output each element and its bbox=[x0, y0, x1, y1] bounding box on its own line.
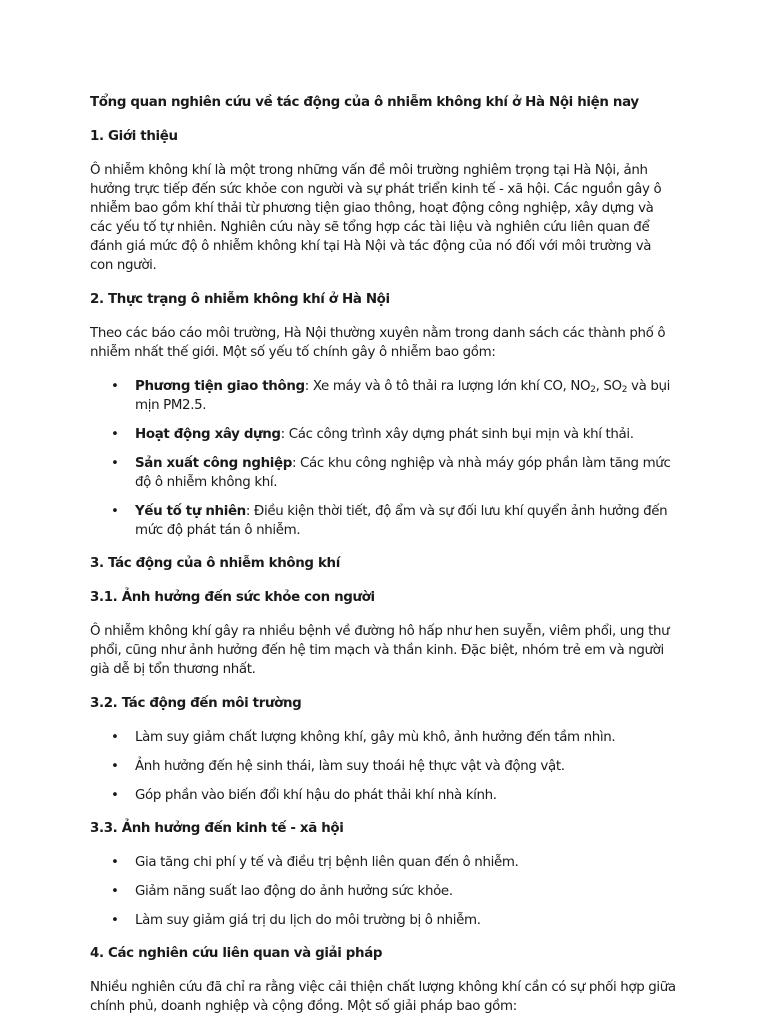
list-item bbox=[111, 911, 678, 930]
list-item-text: Gia tăng chi phí y tế và điều trị bệnh liên quan đến ô nhiễm. bbox=[135, 855, 519, 870]
factor-text: , SO bbox=[595, 379, 622, 394]
section-4-heading: 4. Các nghiên cứu liên quan và giải pháp bbox=[90, 946, 383, 961]
list-item bbox=[111, 853, 678, 872]
factor-text: : Các khu công nghiệp và nhà máy góp phần làm tăng mức độ ô nhiễm không khí. bbox=[135, 456, 671, 490]
list-item bbox=[111, 882, 678, 901]
section-2-heading: 2. Thực trạng ô nhiễm không khí ở Hà Nội bbox=[90, 292, 390, 307]
bullet-icon: • bbox=[111, 730, 119, 745]
list-item-text: Làm suy giảm giá trị du lịch do môi trường bị ô nhiễm. bbox=[135, 913, 481, 928]
factor-term: Hoạt động xây dựng bbox=[135, 427, 281, 442]
list-item bbox=[111, 454, 678, 492]
factor-text: và bụi mịn PM2.5. bbox=[135, 379, 671, 413]
factor-term: Phương tiện giao thông bbox=[135, 379, 305, 394]
list-item bbox=[111, 728, 678, 747]
section-3-1-heading: 3.1. Ảnh hưởng đến sức khỏe con người bbox=[90, 590, 375, 605]
bullet-icon: • bbox=[111, 427, 119, 442]
section-1-paragraph: Ô nhiễm không khí là một trong những vấn đề môi trường nghiêm trọng tại Hà Nội, ảnh hưởng trực tiếp đến sức khỏe con người và sự phát triển kinh tế - xã hội. Các nguồn gây ô nhiễm bao gồm khí thải từ phương tiện giao thông, hoạt động công nghiệp, xây dựng và các yếu tố tự nhiên. Nghiên cứu này sẽ tổng hợp các tài liệu và nghiên cứu liên quan để đánh giá mức độ ô nhiễm không khí tại Hà Nội và tác động của nó đối với môi trường và con người. bbox=[90, 163, 662, 273]
factor-text: : Các công trình xây dựng phát sinh bụi mịn và khí thải. bbox=[280, 427, 634, 442]
section-3-2-heading: 3.2. Tác động đến môi trường bbox=[90, 696, 302, 711]
list-item-text: Góp phần vào biến đổi khí hậu do phát thải khí nhà kính. bbox=[135, 788, 497, 803]
economic-impact-list bbox=[90, 853, 678, 930]
bullet-icon: • bbox=[111, 504, 119, 519]
bullet-icon: • bbox=[111, 788, 119, 803]
list-item bbox=[111, 425, 678, 444]
list-item-text: Ảnh hưởng đến hệ sinh thái, làm suy thoái hệ thực vật và động vật. bbox=[135, 759, 565, 774]
list-item bbox=[111, 502, 678, 540]
pollution-factors-list bbox=[90, 377, 678, 540]
bullet-icon: • bbox=[111, 855, 119, 870]
bullet-icon: • bbox=[111, 759, 119, 774]
bullet-icon: • bbox=[111, 913, 119, 928]
list-item bbox=[111, 757, 678, 776]
section-3-heading: 3. Tác động của ô nhiễm không khí bbox=[90, 556, 340, 571]
bullet-icon: • bbox=[111, 456, 119, 471]
section-3-1-paragraph: Ô nhiễm không khí gây ra nhiều bệnh về đường hô hấp như hen suyễn, viêm phổi, ung thư phổi, cũng như ảnh hưởng đến hệ tim mạch và thần kinh. Đặc biệt, nhóm trẻ em và người già dễ bị tổn thương nhất. bbox=[90, 624, 670, 677]
list-item-text: Giảm năng suất lao động do ảnh hưởng sức khỏe. bbox=[135, 884, 453, 899]
factor-term: Yếu tố tự nhiên bbox=[135, 504, 246, 519]
subscript: 2 bbox=[621, 385, 628, 395]
section-2-paragraph: Theo các báo cáo môi trường, Hà Nội thường xuyên nằm trong danh sách các thành phố ô nhiễm nhất thế giới. Một số yếu tố chính gây ô nhiễm bao gồm: bbox=[90, 326, 666, 360]
factor-term: Sản xuất công nghiệp bbox=[135, 456, 292, 471]
section-1-heading: 1. Giới thiệu bbox=[90, 129, 178, 144]
bullet-icon: • bbox=[111, 379, 119, 394]
document-page bbox=[90, 93, 678, 1031]
list-item bbox=[111, 377, 678, 415]
factor-text: : Xe máy và ô tô thải ra lượng lớn khí CO, NO bbox=[304, 379, 591, 394]
list-item bbox=[111, 786, 678, 805]
environment-impact-list bbox=[90, 728, 678, 805]
subscript: 2 bbox=[590, 385, 596, 395]
section-3-3-heading: 3.3. Ảnh hưởng đến kinh tế - xã hội bbox=[90, 821, 344, 836]
bullet-icon: • bbox=[111, 884, 119, 899]
document-title: Tổng quan nghiên cứu về tác động của ô nhiễm không khí ở Hà Nội hiện nay bbox=[90, 95, 639, 110]
factor-text: : Điều kiện thời tiết, độ ẩm và sự đối lưu khí quyển ảnh hưởng đến mức độ phát tán ô nhiễm. bbox=[135, 504, 668, 538]
section-4-paragraph: Nhiều nghiên cứu đã chỉ ra rằng việc cải thiện chất lượng không khí cần có sự phối hợp giữa chính phủ, doanh nghiệp và cộng đồng. Một số giải pháp bao gồm: bbox=[90, 980, 676, 1014]
list-item-text: Làm suy giảm chất lượng không khí, gây mù khô, ảnh hưởng đến tầm nhìn. bbox=[135, 730, 616, 745]
